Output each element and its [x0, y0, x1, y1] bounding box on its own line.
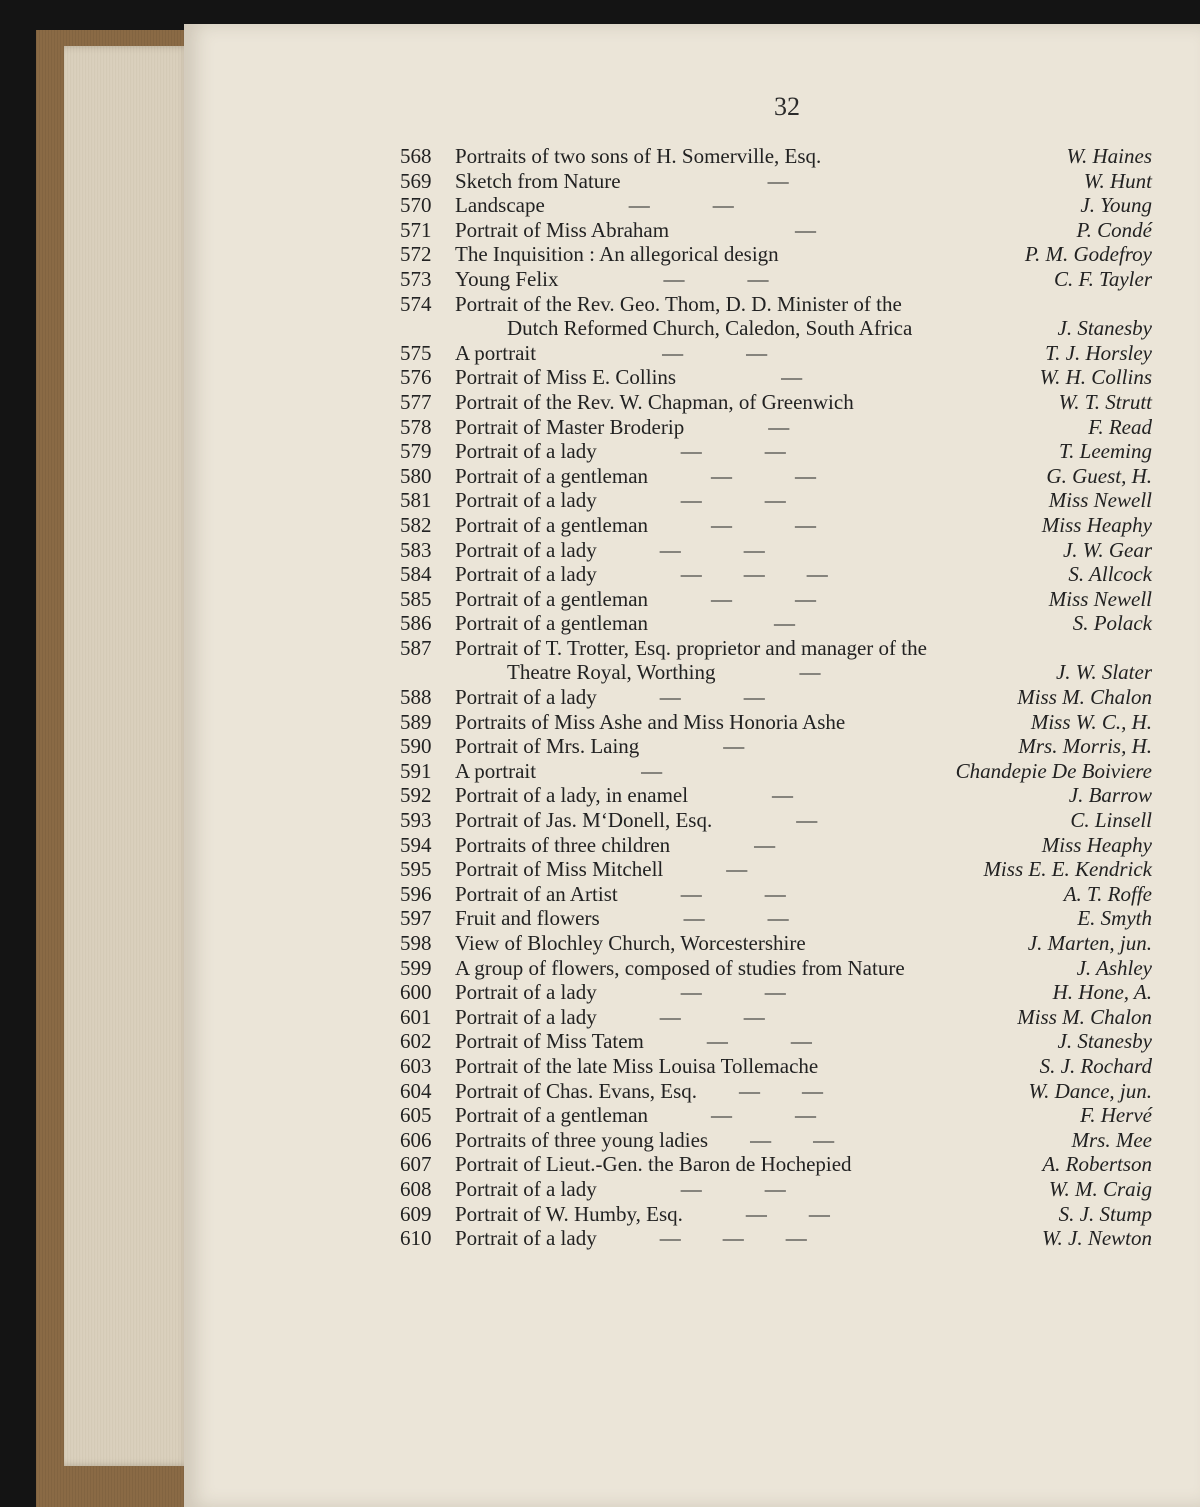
- entry-title: View of Blochley Church, Worcestershire: [455, 931, 806, 955]
- catalogue-entry: [400, 1202, 1152, 1227]
- entry-number: 608: [400, 1176, 432, 1201]
- entry-title: Portrait of a lady — —: [455, 537, 765, 562]
- entry-title: Young Felix — —: [455, 266, 769, 291]
- entry-number: 584: [400, 562, 432, 587]
- entry-number: 594: [400, 832, 432, 857]
- entry-title: The Inquisition : An allegorical design: [455, 242, 779, 267]
- catalogue-entry: [400, 1152, 1152, 1177]
- entry-artist: J. W. Slater: [1055, 660, 1152, 685]
- entry-artist: Miss M. Chalon: [1017, 685, 1152, 710]
- entry-number: 578: [400, 414, 432, 439]
- entry-number: 597: [400, 906, 432, 931]
- catalogue-entry: [400, 341, 1152, 366]
- entry-number: 601: [400, 1004, 432, 1029]
- entry-number: 598: [400, 931, 432, 955]
- entry-artist: W. M. Craig: [1048, 1176, 1152, 1201]
- catalogue-entry: [400, 390, 1152, 415]
- entry-title: Portrait of W. Humby, Esq. — —: [455, 1201, 830, 1226]
- catalogue-list: [400, 144, 1152, 1251]
- entry-number: 571: [400, 217, 432, 242]
- entry-artist: J. Young: [1080, 193, 1152, 218]
- entry-title: Portrait of Mrs. Laing —: [455, 734, 745, 759]
- catalogue-entry: [400, 980, 1152, 1005]
- entry-number: 581: [400, 488, 432, 513]
- entry-title: Sketch from Nature —: [455, 168, 789, 193]
- entry-title: Landscape — —: [455, 193, 734, 218]
- entry-number: 603: [400, 1053, 432, 1078]
- entry-title: Portrait of a gentleman —: [455, 611, 796, 636]
- entry-number: 600: [400, 980, 432, 1005]
- entry-artist: S. J. Stump: [1058, 1201, 1152, 1226]
- entry-number: 596: [400, 881, 432, 906]
- entry-artist: F. Hervé: [1080, 1103, 1152, 1128]
- entry-number: 590: [400, 734, 432, 759]
- entry-artist: H. Hone, A.: [1052, 980, 1152, 1005]
- entry-number: 569: [400, 168, 432, 193]
- entry-artist: W. T. Strutt: [1058, 389, 1152, 414]
- entry-number: 599: [400, 955, 432, 980]
- entry-artist: S. J. Rochard: [1039, 1053, 1152, 1078]
- catalogue-entry: [400, 783, 1152, 808]
- catalogue-entry: [400, 808, 1152, 833]
- entry-number: 577: [400, 389, 432, 414]
- entry-number: 570: [400, 193, 432, 218]
- entry-artist: W. Haines: [1066, 144, 1152, 168]
- catalogue-entry: [400, 439, 1152, 464]
- catalogue-entry: [400, 1054, 1152, 1079]
- entry-number: 602: [400, 1029, 432, 1054]
- catalogue-entry: [400, 513, 1152, 538]
- entry-title: A portrait — —: [455, 340, 768, 365]
- entry-artist: T. J. Horsley: [1045, 340, 1152, 365]
- entry-number: 586: [400, 611, 432, 636]
- catalogue-entry: [400, 193, 1152, 218]
- entry-number: 580: [400, 463, 432, 488]
- entry-artist: E. Smyth: [1077, 906, 1152, 931]
- entry-title: Portrait of a lady — —: [455, 488, 786, 513]
- entry-number: 595: [400, 857, 432, 882]
- entry-artist: Miss Heaphy: [1041, 512, 1152, 537]
- entry-title: Portrait of a lady — — —: [455, 1226, 807, 1251]
- catalogue-entry: [400, 169, 1152, 194]
- entry-title: Portrait of Miss Mitchell —: [455, 857, 748, 882]
- catalogue-entry: [400, 1226, 1152, 1251]
- entry-artist: Mrs. Mee: [1071, 1127, 1152, 1152]
- entry-number: 587: [400, 635, 432, 660]
- entry-title: Portraits of two sons of H. Somerville, Esq.: [455, 144, 822, 168]
- page-edges: [64, 46, 192, 1466]
- entry-title: Portrait of an Artist — —: [455, 881, 786, 906]
- catalogue-entry: [400, 1103, 1152, 1128]
- entry-artist: F. Read: [1088, 414, 1152, 439]
- entry-artist: C. Linsell: [1070, 808, 1152, 833]
- entry-number: 579: [400, 439, 432, 464]
- catalogue-entry: [400, 267, 1152, 292]
- catalogue-entry: [400, 218, 1152, 243]
- entry-artist: Miss Newell: [1048, 488, 1152, 513]
- catalogue-entry: [400, 415, 1152, 440]
- catalogue-entry: [400, 1128, 1152, 1153]
- entry-title: Theatre Royal, Worthing —: [507, 660, 821, 685]
- catalogue-entry: [400, 464, 1152, 489]
- entry-title: Portrait of Miss E. Collins —: [455, 365, 803, 390]
- entry-title: Portrait of Master Broderip —: [455, 414, 790, 439]
- entry-title: Portrait of a lady — —: [455, 980, 786, 1005]
- entry-number: 593: [400, 808, 432, 833]
- catalogue-entry: [400, 316, 1152, 341]
- entry-title: Portraits of three young ladies — —: [455, 1127, 835, 1152]
- entry-title: Portrait of the Rev. W. Chapman, of Greenwich: [455, 389, 854, 414]
- entry-number: 588: [400, 685, 432, 710]
- catalogue-entry: [400, 1005, 1152, 1030]
- entry-number: 568: [400, 144, 432, 168]
- entry-number: 607: [400, 1152, 432, 1177]
- entry-number: 606: [400, 1127, 432, 1152]
- catalogue-entry: [400, 710, 1152, 735]
- entry-title: Portrait of the Rev. Geo. Thom, D. D. Minister of the: [455, 291, 902, 316]
- catalogue-entry: [400, 906, 1152, 931]
- catalogue-entry: [400, 857, 1152, 882]
- entry-title: Portrait of a lady, in enamel —: [455, 783, 794, 808]
- entry-title: Portrait of a lady — —: [455, 1176, 786, 1201]
- entry-number: 583: [400, 537, 432, 562]
- entry-number: 605: [400, 1103, 432, 1128]
- entry-number: 610: [400, 1226, 432, 1251]
- entry-artist: Chandepie De Boiviere: [955, 758, 1152, 783]
- entry-artist: J. Barrow: [1068, 783, 1152, 808]
- entry-title: Portrait of T. Trotter, Esq. proprietor and manager of the: [455, 635, 927, 660]
- entry-title: Portrait of a lady — — —: [455, 562, 828, 587]
- entry-title: Portraits of Miss Ashe and Miss Honoria Ashe: [455, 709, 846, 734]
- catalogue-entry: [400, 660, 1152, 685]
- entry-number: 585: [400, 586, 432, 611]
- entry-number: 575: [400, 340, 432, 365]
- entry-artist: J. Ashley: [1076, 955, 1152, 980]
- entry-artist: J. Stanesby: [1057, 1029, 1152, 1054]
- entry-title: Portrait of Miss Abraham —: [455, 217, 817, 242]
- entry-artist: Mrs. Morris, H.: [1018, 734, 1152, 759]
- entry-title: Portrait of Miss Tatem — —: [455, 1029, 812, 1054]
- entry-artist: J. Stanesby: [1057, 316, 1152, 341]
- catalogue-entry: [400, 1079, 1152, 1104]
- entry-artist: Miss Heaphy: [1041, 832, 1152, 857]
- entry-artist: P. Condé: [1076, 217, 1152, 242]
- entry-number: 572: [400, 242, 432, 267]
- entry-number: 592: [400, 783, 432, 808]
- catalogue-entry: [400, 1177, 1152, 1202]
- entry-title: Dutch Reformed Church, Caledon, South Africa: [507, 316, 913, 341]
- entry-artist: C. F. Tayler: [1053, 266, 1152, 291]
- catalogue-entry: [400, 611, 1152, 636]
- catalogue-entry: [400, 931, 1152, 956]
- entry-title: Portrait of Jas. M‘Donell, Esq. —: [455, 808, 818, 833]
- entry-artist: A. Robertson: [1042, 1152, 1152, 1177]
- entry-artist: J. Marten, jun.: [1027, 931, 1152, 955]
- catalogue-entry: [400, 734, 1152, 759]
- entry-title: Portrait of a gentleman — —: [455, 512, 817, 537]
- entry-title: Portrait of a lady — —: [455, 685, 765, 710]
- page-number: 32: [774, 92, 800, 121]
- entry-artist: Miss M. Chalon: [1017, 1004, 1152, 1029]
- catalogue-entry: [400, 365, 1152, 390]
- catalogue-entry: [400, 562, 1152, 587]
- catalogue-entry: [400, 144, 1152, 169]
- entry-title: Portraits of three children —: [455, 832, 776, 857]
- entry-number: 609: [400, 1201, 432, 1226]
- catalogue-entry: [400, 488, 1152, 513]
- entry-number: 591: [400, 758, 432, 783]
- catalogue-entry: [400, 882, 1152, 907]
- entry-title: Fruit and flowers — —: [455, 906, 789, 931]
- entry-title: Portrait of a gentleman — —: [455, 1103, 817, 1128]
- entry-title: Portrait of Chas. Evans, Esq. — —: [455, 1078, 824, 1103]
- entry-number: 604: [400, 1078, 432, 1103]
- catalogue-entry: [400, 292, 1152, 317]
- catalogue-entry: [400, 685, 1152, 710]
- catalogue-entry: [400, 1029, 1152, 1054]
- entry-number: 589: [400, 709, 432, 734]
- catalogue-entry: [400, 587, 1152, 612]
- entry-artist: W. J. Newton: [1041, 1226, 1152, 1251]
- catalogue-entry: [400, 538, 1152, 563]
- entry-artist: J. W. Gear: [1062, 537, 1152, 562]
- entry-artist: S. Allcock: [1068, 562, 1152, 587]
- entry-artist: W. Dance, jun.: [1028, 1078, 1152, 1103]
- entry-artist: W. Hunt: [1083, 168, 1152, 193]
- entry-number: 573: [400, 266, 432, 291]
- entry-artist: G. Guest, H.: [1046, 463, 1152, 488]
- entry-number: 576: [400, 365, 432, 390]
- entry-artist: P. M. Godefroy: [1024, 242, 1152, 267]
- entry-title: Portrait of a lady — —: [455, 1004, 765, 1029]
- catalogue-entry: [400, 956, 1152, 981]
- entry-number: 574: [400, 291, 432, 316]
- entry-artist: Miss W. C., H.: [1030, 709, 1152, 734]
- entry-title: Portrait of the late Miss Louisa Tollemache: [455, 1053, 819, 1078]
- entry-title: A portrait —: [455, 758, 663, 783]
- entry-artist: Miss Newell: [1048, 586, 1152, 611]
- entry-artist: Miss E. E. Kendrick: [983, 857, 1152, 882]
- catalogue-entry: [400, 759, 1152, 784]
- entry-artist: W. H. Collins: [1039, 365, 1152, 390]
- entry-title: A group of flowers, composed of studies from Nature: [455, 955, 905, 980]
- catalogue-entry: [400, 636, 1152, 661]
- entry-title: Portrait of Lieut.-Gen. the Baron de Hochepied: [455, 1152, 852, 1177]
- entry-artist: A. T. Roffe: [1063, 881, 1152, 906]
- entry-title: Portrait of a lady — —: [455, 439, 786, 464]
- catalogue-entry: [400, 242, 1152, 267]
- entry-title: Portrait of a gentleman — —: [455, 463, 817, 488]
- entry-number: 582: [400, 512, 432, 537]
- entry-artist: S. Polack: [1072, 611, 1152, 636]
- entry-title: Portrait of a gentleman — —: [455, 586, 817, 611]
- entry-artist: T. Leeming: [1059, 439, 1152, 464]
- catalogue-entry: [400, 833, 1152, 858]
